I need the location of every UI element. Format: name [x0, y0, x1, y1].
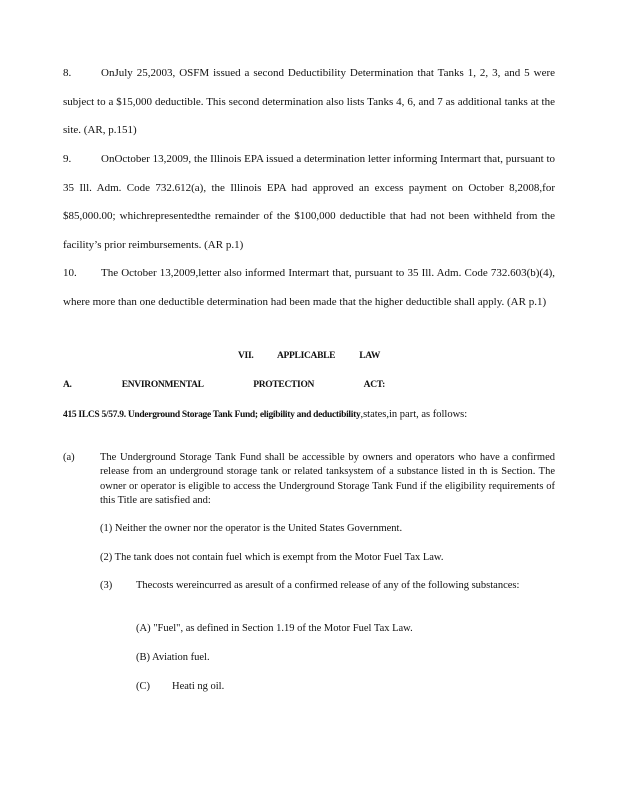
paragraph-9 — [63, 145, 555, 259]
list-item-1: (1) Neither the owner nor the operator is the United States Government. — [100, 523, 403, 534]
citation-rest: ,states,in part, as follows: — [360, 409, 468, 420]
list-item-2: (2) The tank does not contain fuel which is exempt from the Motor Fuel Tax Law. — [100, 552, 444, 563]
paragraph-number: 9. — [63, 153, 72, 165]
paragraph-text: OnJuly 25,2003, OSFM issued a second Deductibility Determination that Tanks 1, 2, 3, and 5 were subject to a $15,000 deductible. This second determination also lists Tanks 4, 6, and 7 as additional tanks at the site. (AR, p.151) — [63, 67, 555, 137]
sub-item-b: (B) Aviation fuel. — [136, 652, 210, 663]
paragraph-number: 8. — [63, 67, 72, 79]
statute-citation — [63, 408, 555, 422]
sub-item-a: (A) "Fuel", as defined in Section 1.19 of the Motor Fuel Tax Law. — [136, 623, 413, 634]
section-heading: VII. APPLICABLE LAW — [237, 351, 381, 361]
list-item-3 — [100, 579, 540, 593]
sub-item-label: (C) — [136, 681, 150, 692]
subsection-label: (a) — [63, 452, 75, 463]
list-item-label: (3) — [100, 580, 113, 591]
paragraph-8 — [63, 59, 555, 145]
list-item-text: Thecosts wereincurred as aresult of a confirmed release of any of the following substances: — [136, 580, 520, 591]
citation-title: 415 ILCS 5/57.9. Underground Storage Tank Fund; eligibility and deductibility — [63, 410, 361, 420]
paragraph-text: The October 13,2009,letter also informed Intermart that, pursuant to 35 Ill. Adm. Code 732.603(b)(4), where more than one deductible determination had been made that the higher deductible shall apply. (AR p.1) — [63, 267, 555, 308]
subsection-a — [63, 451, 555, 508]
subsection-text: The Underground Storage Tank Fund shall be accessible by owners and operators who have a confirmed release from an underground storage tank or related tanksystem of a substance listed in th is Section. The owner or operator is eligible to access the Underground Storage Tank Fund if the eligibility requirements of this Title are satisfied and: — [100, 452, 555, 506]
paragraph-number: 10. — [63, 267, 77, 279]
paragraph-text: OnOctober 13,2009, the Illinois EPA issued a determination letter informing Intermart that, pursuant to 35 Ill. Adm. Code 732.612(a), the Illinois EPA had approved an excess payment on October 8,2008,for $85,000.00; whichrepresentedthe remainder of the $100,000 deductible that had not been withheld from the facility’s prior reimbursements. (AR p.1) — [63, 153, 555, 251]
sub-item-c — [136, 680, 224, 694]
sub-item-text: Heati ng oil. — [172, 681, 225, 692]
paragraph-10 — [63, 259, 555, 316]
subheading: A. ENVIRONMENTAL PROTECTION ACT: — [63, 380, 385, 390]
